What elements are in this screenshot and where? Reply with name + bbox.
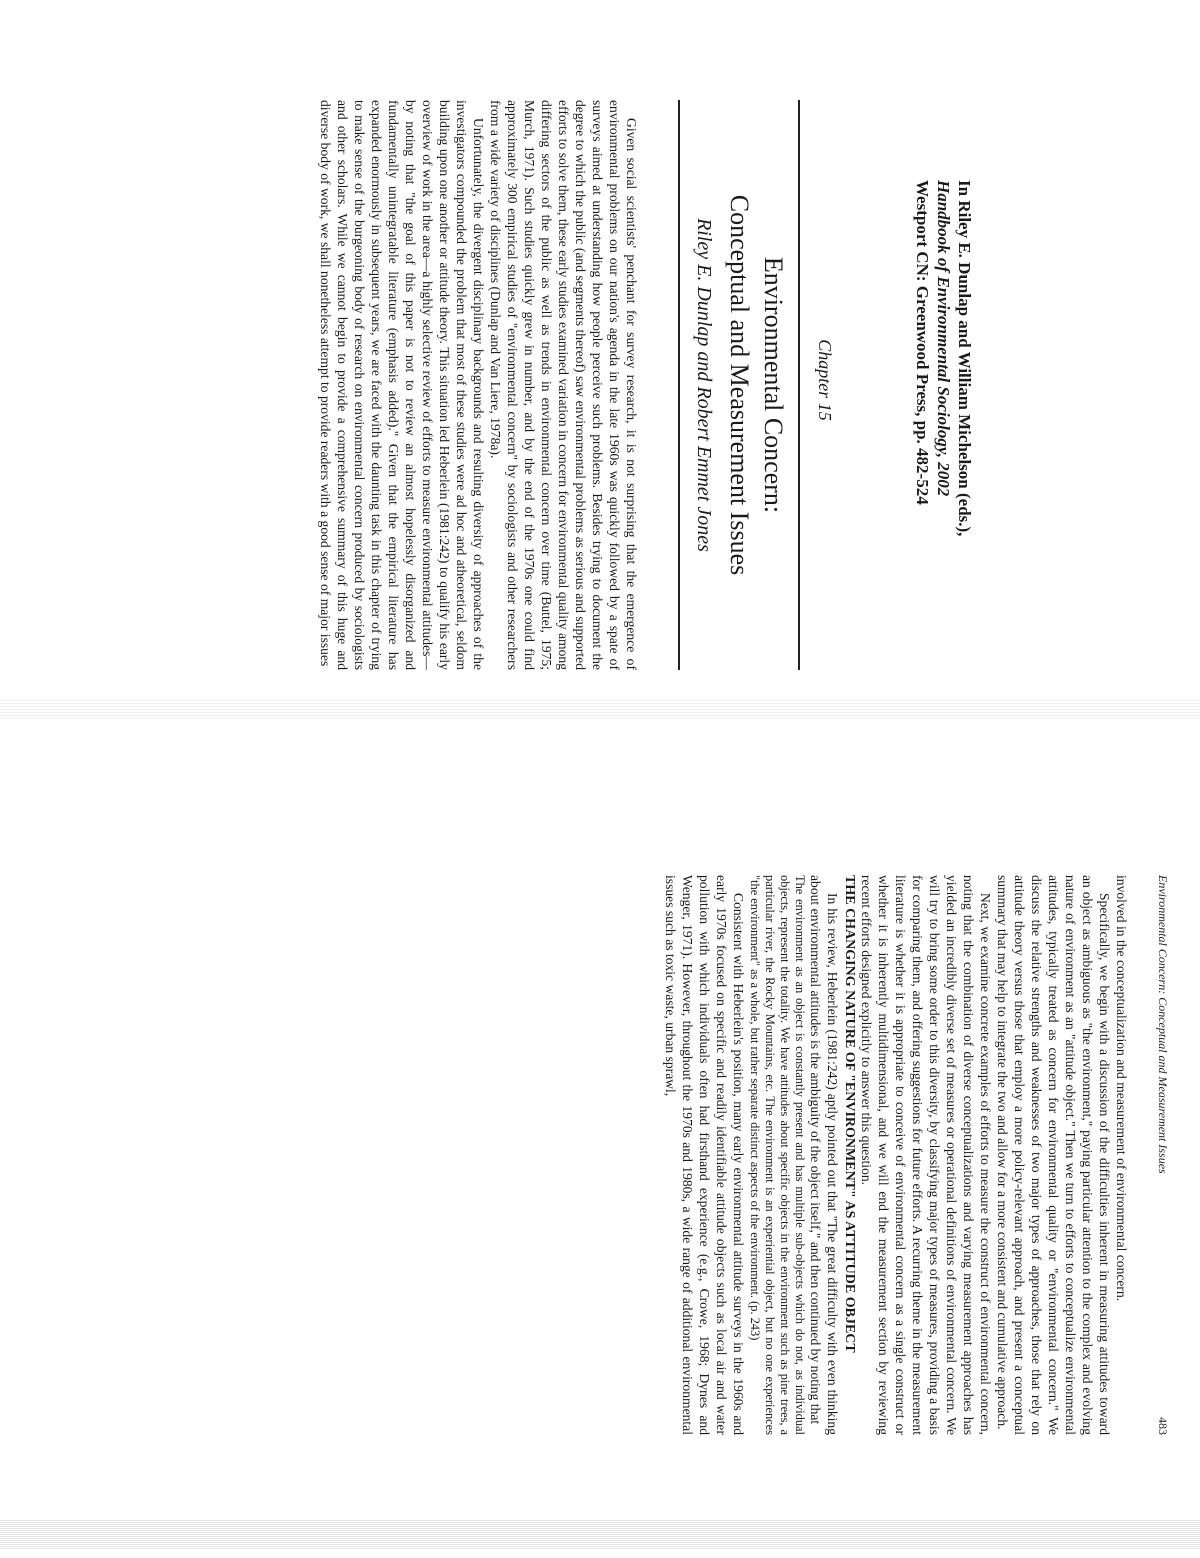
scan-gutter-noise: [0, 700, 1200, 720]
right-body-text: [662, 875, 1130, 1435]
scan-edge-noise: [0, 1520, 1200, 1550]
page-number: 483: [1156, 1417, 1170, 1435]
block-quote: The environment as an object is constantly present and has multiple sub-objects which do not, as individual objects, represent the totality. We have attitudes about specific objects in the environment such as pine trees, a particular river, the Rocky Mountains, etc. The environment is an experiential object, but no one experiences "the environment" as a whole, but rather separate distinct aspects of the environment. (p. 243): [748, 875, 807, 1435]
title-rule-bottom: [678, 100, 680, 670]
citation-line: Westport CN: Greenwood Press, pp. 482-524: [913, 180, 932, 505]
citation-line: In Riley E. Dunlap and William Michelson (eds.),: [955, 180, 974, 537]
left-body-text: [317, 100, 640, 670]
body-paragraph: Next, we examine concrete examples of efforts to measure the construct of environmental concern, noting that the combination of diverse conceptualizations and varying measurement approaches has yielded an incredibly diverse set of measures or operational definitions of environmental concern. We will try to bring some order to this diversity, by classifying major types of measures, providing a basis for comparing them, and offering suggestions for future efforts. A recurring theme in the measurement literature is whether it is appropriate to conceive of environmental concern as a single construct or whether it is inherently multidimensional, and we will end the measurement section by reviewing recent efforts designed explicitly to answer this question.: [859, 875, 993, 1435]
left-page: [80, 60, 974, 700]
authors: Riley E. Dunlap and Robert Emmet Jones: [693, 218, 715, 552]
body-paragraph: involved in the conceptualization and measurement of environmental concern.: [1114, 875, 1129, 1302]
chapter-title-line2: Conceptual and Measurement Issues: [725, 194, 754, 576]
citation-line: Handbook of Environmental Sociology, 2002: [934, 180, 953, 497]
running-head-title: Environmental Concern: Conceptual and Measurement Issues: [1156, 875, 1170, 1174]
body-paragraph: Unfortunately, the divergent disciplinary backgrounds and resulting diversity of approaches of the investigators compounded the problem that most of these studies were ad hoc and atheoretical, seldom building upon one another or attitude theory. This situation led Heberlein (1981:242) to qualify his early overview of work in the area—a highly selective review of efforts to measure environmental attitudes—by noting that "the goal of this paper is not to review an almost hopelessly disorganized and fundamentally unintegratable literature (emphasis added)." Given that the empirical literature has expanded enormously in subsequent years, we are faced with the daunting task in this chapter of trying to make sense of the burgeoning body of research on environmental concern produced by sociologists and other scholars. While we cannot begin to provide a comprehensive summary of this huge and diverse body of work, we shall nonetheless attempt to provide readers with a good sense of major issues: [318, 100, 486, 670]
running-head: [1155, 875, 1170, 1435]
right-page: [20, 845, 1170, 1485]
section-heading: THE CHANGING NATURE OF "ENVIRONMENT" AS ATTITUDE OBJECT: [842, 875, 857, 1353]
citation: [912, 180, 975, 740]
chapter-title-line1: Environmental Concern:: [759, 256, 788, 514]
title-rule-top: [798, 100, 800, 670]
body-paragraph: Consistent with Heberlein's position, many early environmental attitude surveys in the 1960s and early 1970s focused on specific and readily identifiable attitude objects such as local air and water pollution with which individuals often had firsthand experience (e.g., Crowe, 1968; Dynes and Wenger, 1971). However, throughout the 1970s and 1980s, a wide range of additional environmental issues such as toxic waste, urban sprawl,: [663, 875, 746, 1435]
body-paragraph: In his review, Heberlein (1981:242) aptly pointed out that "The great difficulty with even thinking about environmental attitudes is the ambiguity of the object itself," and then continued by noting that: [808, 875, 840, 1435]
body-paragraph: Specifically, we begin with a discussion of the difficulties inherent in measuring attitudes toward an object as ambiguous as "the environment," paying particular attention to the complex and evolving nature of environment as an "attitude object." Then we turn to efforts to conceptualize environmental attitudes, typically treated as concern for environmental quality or "environmental concern." We discuss the relative strengths and weaknesses of two major types of approaches, those that rely on attitude theory versus those that employ a more policy-relevant approach, and present a conceptual summary that may help to integrate the two and allow for a more consistent and cumulative approach.: [995, 875, 1112, 1435]
chapter-title: [722, 80, 790, 690]
body-paragraph: Given social scientists' penchant for survey research, it is not surprising that the emergence of environmental problems on our nation's agenda in the late 1960s was quickly followed by a spate of surveys aimed at understanding how people perceive such problems. Besides trying to document the degree to which the public (and segments thereof) saw environmental problems as serious and supported efforts to solve them, these early studies examined variation in concern for environmental quality among differing sectors of the public as well as trends in environmental concern over time (Buttel, 1975; Murch, 1971). Such studies quickly grew in number, and by the end of the 1970s one could find approximately 300 empirical studies of "environmental concern" by sociologists and other researchers from a wide variety of disciplines (Dunlap and Van Liere, 1978a).: [488, 100, 639, 670]
chapter-label: Chapter 15: [815, 339, 835, 421]
